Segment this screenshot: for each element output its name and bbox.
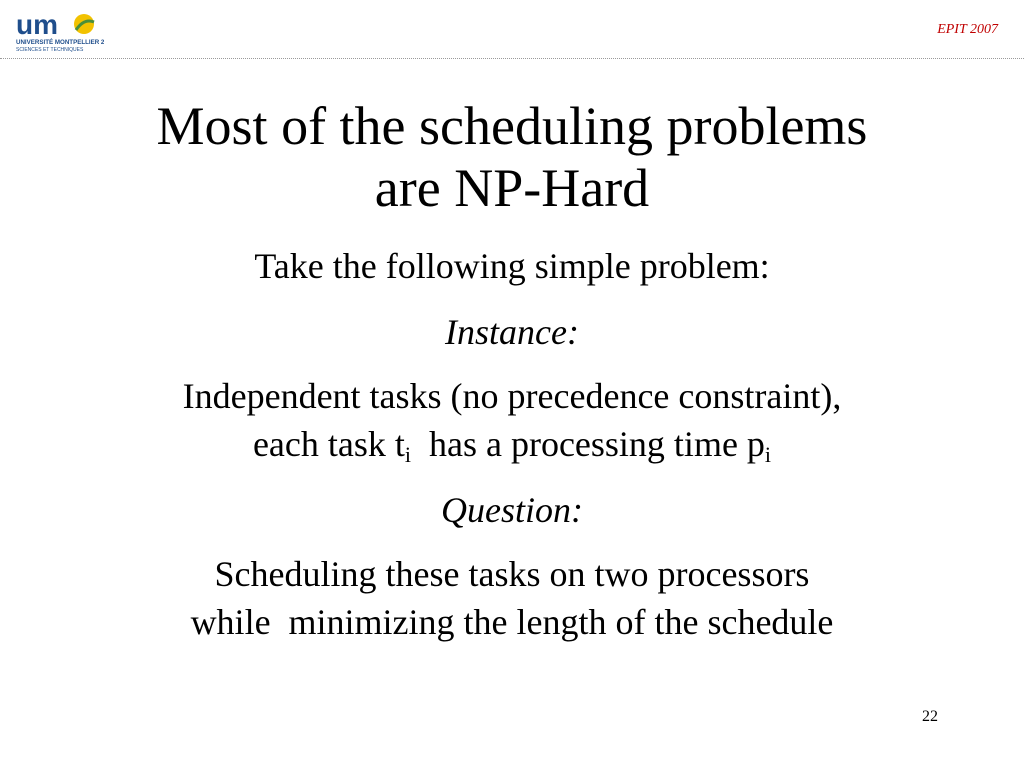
logo-subtitle-2: SCIENCES ET TECHNIQUES (16, 47, 84, 53)
title-line-1: Most of the scheduling problems (156, 96, 868, 156)
question-line-2: while minimizing the length of the schedule (190, 602, 834, 642)
page-number: 22 (922, 708, 938, 725)
instance-line-1: Independent tasks (no precedence constraint), (182, 376, 842, 416)
task-subscript: i (404, 442, 411, 467)
logo-subtitle: UNIVERSITÉ MONTPELLIER 2 (16, 39, 104, 46)
instance-line-2b: has a processing time p (411, 424, 765, 464)
question-label: Question: (441, 490, 583, 530)
instance-label: Instance: (445, 312, 579, 352)
instance-line-2a: each task t (252, 424, 405, 464)
slide-body (40, 242, 984, 664)
instance-description (40, 372, 984, 468)
question-line-1: Scheduling these tasks on two processors (214, 554, 810, 594)
processing-time-subscript: i (764, 442, 772, 467)
svg-text:um: um (16, 9, 58, 40)
slide-title (0, 95, 1024, 219)
header-divider (0, 58, 1024, 59)
intro-text: Take the following simple problem: (254, 246, 770, 286)
question-description (40, 550, 984, 646)
title-line-2: are NP-Hard (374, 158, 650, 218)
university-logo (14, 8, 104, 54)
header-tag: EPIT 2007 (937, 22, 998, 37)
